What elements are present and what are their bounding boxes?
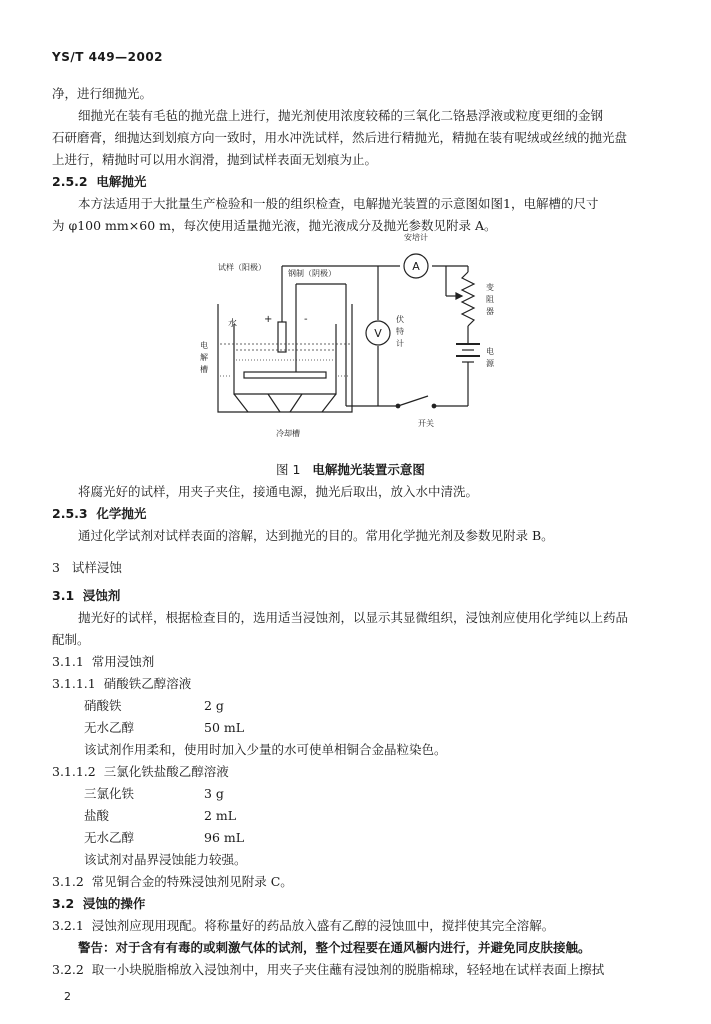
section-heading-3-1 xyxy=(52,588,120,604)
rheostat-label-1: 变 xyxy=(486,283,494,292)
rheostat-label-2: 阻 xyxy=(486,295,494,304)
body-line: 为 φ100 mm×60 m，每次使用适量抛光液，抛光液成分及抛光参数见附录 A。 xyxy=(52,218,497,233)
plus-label: + xyxy=(264,314,273,325)
ammeter-symbol: A xyxy=(412,260,420,273)
rheostat-label-3: 器 xyxy=(486,307,494,316)
section-number: 2.5.2 xyxy=(52,174,88,189)
body-line: 石研磨膏，细抛达到划痕方向一致时，用水冲洗试样，然后进行精抛光，精抛在装有呢绒或丝绒的抛光盘 xyxy=(52,130,628,145)
body-line: 配制。 xyxy=(52,632,90,647)
recipe-item-name: 无水乙醇 xyxy=(84,720,135,735)
recipe-item-amount: 2 g xyxy=(204,698,224,713)
power-label-2: 源 xyxy=(486,359,494,368)
section-text: 浸蚀剂应现用现配。将称量好的药品放入盛有乙醇的浸蚀皿中，搅拌使其完全溶解。 xyxy=(91,918,555,933)
section-number: 3.1 xyxy=(52,588,75,603)
ammeter-label: 安培计 xyxy=(404,233,428,242)
cathode-label: 钢制（阴极） xyxy=(288,269,336,278)
body-line: 净，进行细抛光。 xyxy=(52,86,153,101)
section-heading-3-2 xyxy=(52,896,145,912)
page-number: 2 xyxy=(64,990,71,1003)
recipe-item-amount: 3 g xyxy=(204,786,224,801)
section-number: 3.1.1.2 xyxy=(52,764,96,779)
switch-label: 开关 xyxy=(418,419,434,428)
section-title: 化学抛光 xyxy=(96,506,147,521)
section-heading-2-5-2 xyxy=(52,174,146,190)
section-title: 硝酸铁乙醇溶液 xyxy=(103,676,192,691)
electropolishing-apparatus-diagram xyxy=(200,226,510,441)
body-line: 细抛光在装有毛毡的抛光盘上进行，抛光剂使用浓度较稀的三氧化二铬悬浮液或粒度更细的金钢 xyxy=(78,108,604,123)
section-title: 电解抛光 xyxy=(96,174,147,189)
section-title: 试样浸蚀 xyxy=(71,560,122,575)
power-label-1: 电 xyxy=(486,347,494,356)
voltmeter-label-1: 伏 xyxy=(396,315,404,324)
cell-label-3: 槽 xyxy=(200,365,208,374)
figure-title: 电解抛光装置示意图 xyxy=(312,462,425,477)
recipe-item-amount: 96 mL xyxy=(204,830,245,845)
section-number: 3.2.1 xyxy=(52,918,84,933)
body-line: 抛光好的试样，根据检查目的，选用适当浸蚀剂，以显示其显微组织，浸蚀剂应使用化学纯以上药品 xyxy=(78,610,629,625)
cell-outline xyxy=(234,324,336,394)
body-line: 将腐光好的试样，用夹子夹住，接通电源，抛光后取出，放入水中清洗。 xyxy=(78,484,479,499)
cooling-tank-outline xyxy=(218,304,352,412)
minus-label: - xyxy=(304,314,308,325)
cell-label-1: 电 xyxy=(200,341,208,350)
section-text: 常见铜合金的特殊浸蚀剂见附录 C。 xyxy=(91,874,293,889)
section-3-2-2 xyxy=(52,962,604,978)
section-title: 三氯化铁盐酸乙醇溶液 xyxy=(103,764,229,779)
section-number: 3.1.2 xyxy=(52,874,84,889)
section-heading-3-1-1-2 xyxy=(52,764,229,780)
section-text: 取一小块脱脂棉放入浸蚀剂中，用夹子夹住蘸有浸蚀剂的脱脂棉球，轻轻地在试样表面上擦拭 xyxy=(91,962,605,977)
body-line: 上进行，精抛时可以用水润滑，抛到试样表面无划痕为止。 xyxy=(52,152,378,167)
section-heading-3 xyxy=(52,560,122,576)
sample-label: 试样（阳极） xyxy=(218,263,266,272)
section-3-2-1 xyxy=(52,918,554,934)
cell-label-2: 解 xyxy=(200,353,208,362)
doc-code-header: YS/T 449—2002 xyxy=(52,50,164,64)
recipe-note: 该试剂对晶界浸蚀能力较强。 xyxy=(84,852,247,867)
section-heading-3-1-1 xyxy=(52,654,154,670)
voltmeter-label-2: 特 xyxy=(396,327,404,336)
section-number: 2.5.3 xyxy=(52,506,88,521)
voltmeter-symbol: V xyxy=(374,327,382,340)
recipe-item-name: 三氯化铁 xyxy=(84,786,135,801)
figure-caption xyxy=(276,460,425,478)
body-line: 通过化学试剂对试样表面的溶解，达到抛光的目的。常用化学抛光剂及参数见附录 B。 xyxy=(78,528,554,543)
cathode-plate xyxy=(244,372,326,378)
recipe-item-name: 硝酸铁 xyxy=(84,698,122,713)
rheostat-coil xyxy=(462,272,474,326)
section-3-1-2 xyxy=(52,874,293,890)
recipe-item-name: 无水乙醇 xyxy=(84,830,135,845)
cooling-label: 冷却槽 xyxy=(276,429,300,438)
section-heading-2-5-3 xyxy=(52,506,146,522)
recipe-note: 该试剂作用柔和，使用时加入少量的水可使单相铜合金晶粒染色。 xyxy=(84,742,447,757)
water-label: 水 xyxy=(228,319,238,329)
section-title: 浸蚀剂 xyxy=(82,588,121,603)
section-title: 浸蚀的操作 xyxy=(82,896,146,911)
section-number: 3.2.2 xyxy=(52,962,84,977)
warning-note: 警告：对于含有有毒的或刺激气体的试剂，整个过程要在通风橱内进行，并避免同皮肤接触。 xyxy=(78,940,591,955)
section-number: 3.1.1.1 xyxy=(52,676,96,691)
recipe-item-amount: 50 mL xyxy=(204,720,245,735)
section-number: 3.1.1 xyxy=(52,654,84,669)
section-number: 3 xyxy=(52,560,60,575)
sample-anode xyxy=(278,322,286,352)
body-line: 本方法适用于大批量生产检验和一般的组织检查，电解抛光装置的示意图如图1，电解槽的尺寸 xyxy=(78,196,599,211)
section-title: 常用浸蚀剂 xyxy=(91,654,155,669)
recipe-item-amount: 2 mL xyxy=(204,808,237,823)
figure-number: 图 1 xyxy=(276,462,301,477)
recipe-item-name: 盐酸 xyxy=(84,808,110,823)
section-heading-3-1-1-1 xyxy=(52,676,191,692)
voltmeter-label-3: 计 xyxy=(396,339,404,348)
section-number: 3.2 xyxy=(52,896,75,911)
